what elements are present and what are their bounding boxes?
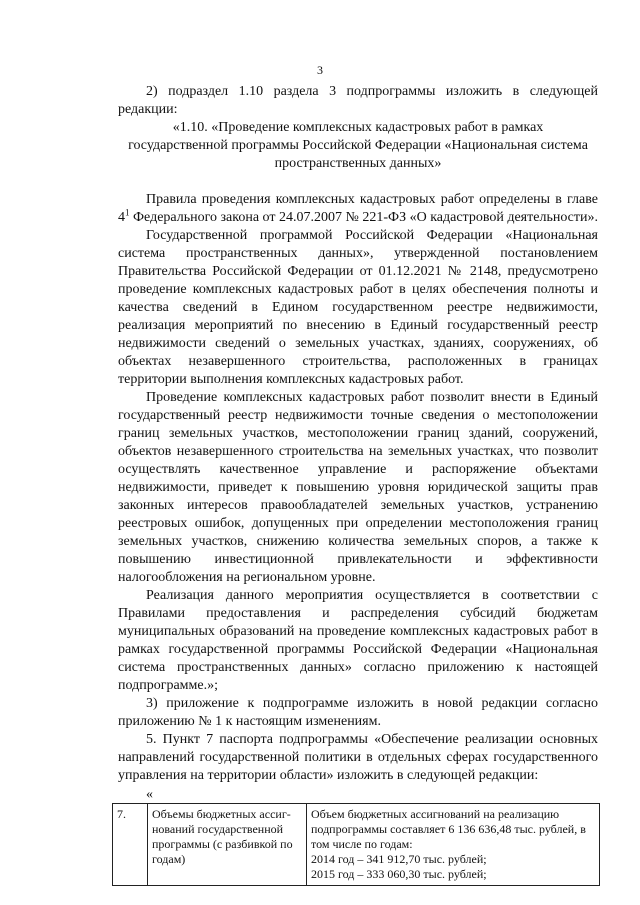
row-value-cell [307,804,600,886]
paragraph-state-program: Государственной программой Российской Федерации «Национальная система пространственных данных», утвержденной постановлением Правительства Российской Федерации от 01.12.2021 № 2148, предусмотрено проведение комплексных кадастровых работ в целях обеспечения полноты и качества сведений в Едином государственном реестре недвижимости, реализация мероприятий по внесению в Единый государственный реестр недвижимости сведений о земельных участках, зданиях, сооружениях, об объектах незавершенного строительства, расположенных в границах территории выполнения комплексных кадастровых работ. [118,228,598,387]
paragraph-appendix-edit: 3) приложение к подпрограмме изложить в новой редакции согласно приложению № 1 к настоящим изменениям. [118,696,598,729]
table-row [113,804,600,886]
chapter-superscript: 1 [125,207,130,218]
row-name-cell: Объемы бюджетных ассиг-нований государственной программы (с разбивкой по годам) [148,804,307,886]
table-open-quote: « [146,787,153,802]
paragraph-cadastral-benefits: Проведение комплексных кадастровых работ позволит внести в Единый государственный реестр недвижимости точные сведения о местоположении границ земельных участков, местоположении границ зданий, сооружений, объектов незавершенного строительства на земельных участках, что позволит осуществлять качественное управление и распоряжение объектами недвижимости, приведет к повышению уровня юридической защиты прав законных интересов правообладателей земельных участков, устранению реестровых ошибок, допущенных при определении местоположения границ земельных участков, снижению количества земельных споров, а также к повышению инвестиционной привлекательности и эффективности налогообложения на региональном уровне. [118,390,598,585]
paragraph-subsection-edit: 2) подраздел 1.10 раздела 3 подпрограммы изложить в следующей редакции: [118,84,598,117]
paragraph-rules-law: Федерального закона от 24.07.2007 № 221-ФЗ «О кадастровой деятельности». [129,210,598,225]
section-title: «1.10. «Проведение комплексных кадастровых работ в рамках государственной программы Российской Федерации «Национальная система пространственных данных» [128,120,588,171]
row-value-line: Объем бюджетных ассигнований на реализацию подпрограммы составляет 6 136 636,48 тыс. рублей, в том числе по годам: [311,807,586,851]
paragraph-passport-edit: 5. Пункт 7 паспорта подпрограммы «Обеспечение реализации основных направлений государственной политики в отдельных сферах государственного управления на территории области» изложить в следующей редакции: [118,732,598,783]
row-value-line: 2015 год – 333 060,30 тыс. рублей; [311,867,487,881]
row-number-cell: 7. [113,804,148,886]
passport-table [112,803,600,886]
document-body [118,83,598,886]
paragraph-implementation: Реализация данного мероприятия осуществляется в соответствии с Правилами предоставления и распределения субсидий бюджетам муниципальных образований на проведение комплексных кадастровых работ в рамках государственной программы Российской Федерации «Национальная система пространственных данных» согласно приложению к настоящей подпрограмме.»; [118,588,598,693]
paragraph-rules-text: Правила проведения комплексных кадастровых работ определены в главе 4 [118,192,598,225]
page-number: 3 [317,63,323,77]
row-value-line: 2014 год – 341 912,70 тыс. рублей; [311,852,487,866]
paragraph-rules-reference [118,191,598,227]
spacer [118,173,598,191]
